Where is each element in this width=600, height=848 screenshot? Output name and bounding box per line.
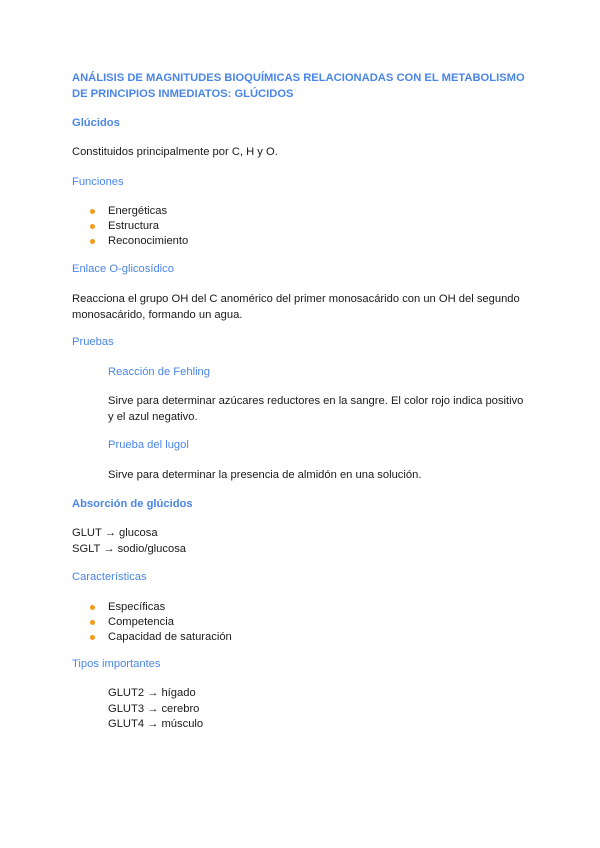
bullet-icon [90, 224, 95, 229]
tipo-line: GLUT4 → músculo [108, 718, 204, 730]
bullet-icon [90, 620, 95, 625]
caracteristicas-list [90, 600, 232, 645]
list-item: Específicas [90, 600, 232, 615]
transporter-line: SGLT → sodio/glucosa [72, 542, 187, 555]
list-item: Capacidad de saturación [90, 630, 232, 645]
transporter-line: GLUT → glucosa [72, 527, 158, 539]
transporters-block [72, 526, 186, 557]
fehling-paragraph: Sirve para determinar azúcares reductores en la sangre. El color rojo indica positivo y el azul negativo. [108, 395, 524, 423]
heading-fehling: Reacción de Fehling [108, 366, 210, 378]
tipo-line: GLUT3 → cerebro [108, 702, 200, 715]
heading-caracteristicas: Características [72, 571, 147, 583]
list-item: Reconocimiento [90, 234, 188, 249]
bullet-icon [90, 605, 95, 610]
heading-enlace: Enlace O-glicosídico [72, 263, 174, 275]
heading-absorcion: Absorción de glúcidos [72, 498, 193, 510]
heading-funciones: Funciones [72, 176, 124, 188]
list-item: Competencia [90, 615, 232, 630]
tipo-line: GLUT2 → hígado [108, 687, 196, 699]
intro-paragraph: Constituidos principalmente por C, H y O. [72, 146, 278, 158]
list-item: Energéticas [90, 204, 188, 219]
list-item: Estructura [90, 219, 188, 234]
bullet-icon [90, 239, 95, 244]
enlace-paragraph: Reacciona el grupo OH del C anomérico del primer monosacárido con un OH del segundo monosacárido, formando un agua. [72, 293, 520, 321]
tipos-block [108, 686, 203, 733]
bullet-icon [90, 635, 95, 640]
lugol-paragraph: Sirve para determinar la presencia de almidón en una solución. [108, 469, 422, 481]
heading-lugol: Prueba del lugol [108, 439, 189, 451]
funciones-list [90, 204, 188, 249]
heading-pruebas: Pruebas [72, 336, 114, 348]
document-title: ANÁLISIS DE MAGNITUDES BIOQUÍMICAS RELACIONADAS CON EL METABOLISMO DE PRINCIPIOS INMEDIATOS: GLÚCIDOS [72, 72, 525, 100]
heading-tipos: Tipos importantes [72, 658, 161, 670]
heading-glucidos: Glúcidos [72, 117, 120, 129]
bullet-icon [90, 209, 95, 214]
